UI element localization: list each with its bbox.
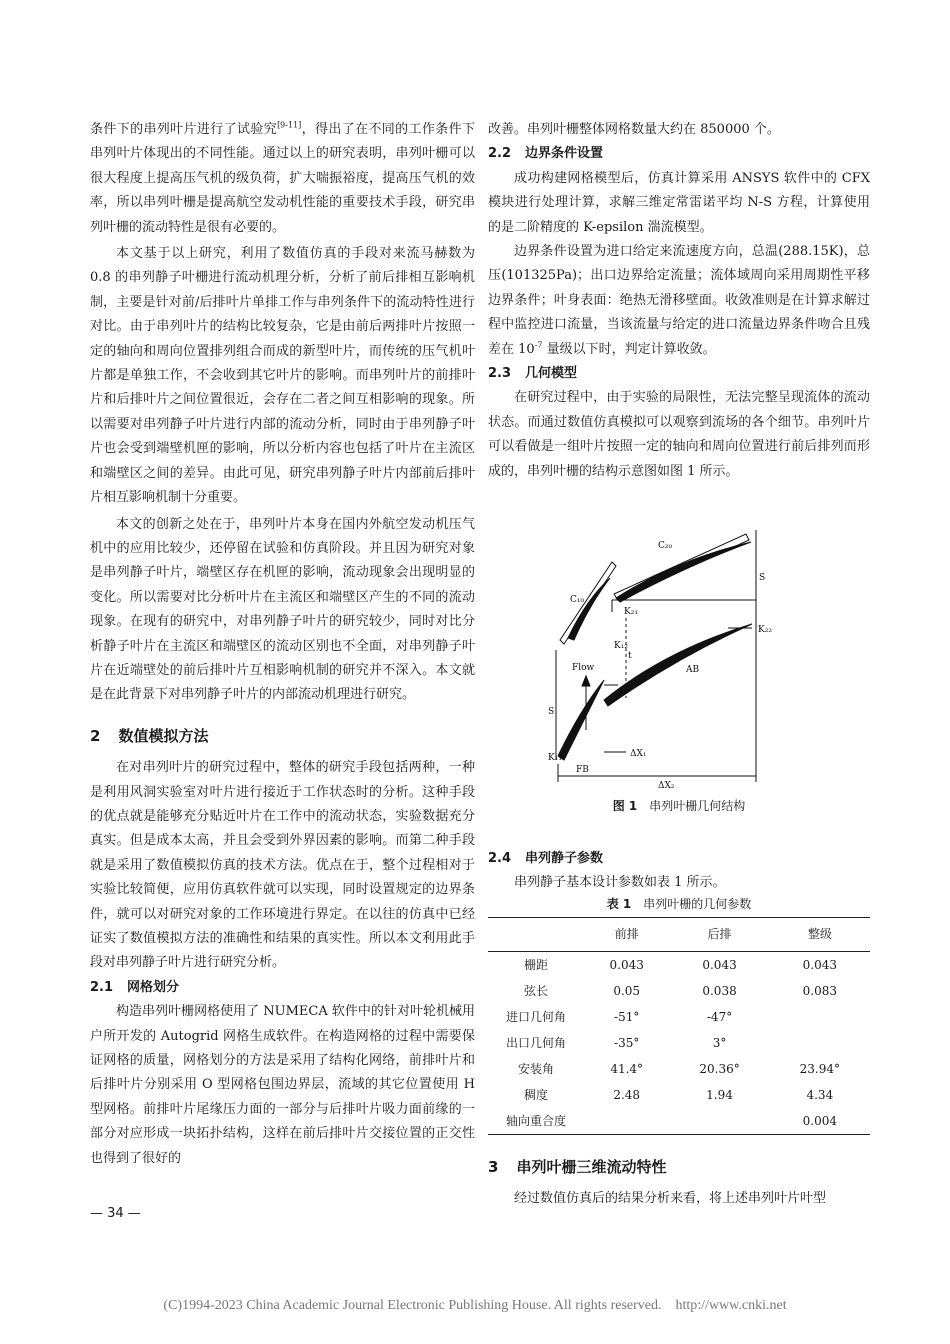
copyright-text: (C)1994-2023 China Academic Journal Electronic Publishing House. All rights reserved. — [163, 1298, 662, 1313]
front-blade-lower — [558, 680, 604, 760]
pitch-label-right: S — [759, 573, 766, 584]
table-caption: 表 1 串列叶栅的几何参数 — [606, 897, 752, 912]
section-heading: 2 数值模拟方法 — [90, 726, 209, 745]
table-row: 栅距 0.043 0.043 0.043 — [523, 957, 838, 972]
table-row: 弦长 0.05 0.038 0.083 — [523, 983, 838, 998]
k21-label: K₂₁ — [624, 607, 638, 618]
footer-link[interactable]: http://www.cnki.net — [675, 1298, 787, 1313]
paragraph: 改善。串列叶栅整体网格数量大约在 850000 个。 — [488, 122, 780, 137]
paragraph: 条件下的串列叶片进行了试验究[9-11]，得出了在不同的工作条件下串列叶片体现出的不同性能。通过以上的研究表明，串列叶栅可以很大程度上提高压气机的级负荷，扩大喘振裕度，提高压气机的效率，所以串列叶栅是提高航空发动机性能的重要技术手段，研究串列叶栅的流动特性是很有必要的。 — [90, 120, 475, 235]
table-header-row — [488, 918, 870, 951]
k22-label: K₂₂ — [758, 625, 772, 636]
ab-label: AB — [686, 665, 700, 676]
citation-ref[interactable]: [9-11] — [277, 120, 302, 130]
paragraph: 边界条件设置为进口给定来流速度方向，总温(288.15K)，总压(101325Pa)；出口边界给定流量；流体域周向采用周期性平移边界条件；叶身表面：绝热无滑移壁面。收敛准则是在计算求解过程中监控进口流量，当该流量与给定的进口流量边界条件吻合且残差在 $10^{-7}$ 量级以下时，判定计算收敛。 — [488, 244, 870, 357]
subsection-heading: 2.2 边界条件设置 — [488, 146, 604, 162]
c2-label: C₂₀ — [658, 541, 673, 552]
parameter-table — [488, 917, 870, 1134]
fb-label: FB — [576, 765, 589, 776]
k11-label: K₁₁ — [548, 753, 562, 764]
dx2-label: ΔX₂ — [658, 781, 675, 791]
paragraph: 在研究过程中，由于实验的局限性，无法完整呈现流体的流动状态。而通过数值仿真模拟可以观察到流场的各个细节。串列叶片可以看做是一组叶片按照一定的轴向和周向位置进行前后排列而形成的，串列叶栅的结构示意图如图 1 所示。 — [488, 390, 870, 479]
flow-label: Flow — [572, 663, 595, 674]
paragraph: 经过数值仿真后的结果分析来看，将上述串列叶片叶型 — [514, 1191, 827, 1207]
right-column — [488, 118, 870, 1212]
page-number: — 34 — — [90, 1206, 141, 1221]
paragraph: 构造串列叶栅网格使用了 NUMECA 软件中的针对叶轮机械用户所开发的 Autogrid 网格生成软件。在构造网格的过程中需要保证网格的质量，网格划分的方法是采用了结构化网络，前排叶片和后排叶片分别采用 O 型网格包围边界层，流域的其它位置使用 H 型网格。前排叶片尾缘压力面的一部分与后排叶片吸力面前缘的一部分对应形成一块拓扑结构，这样在前后排叶片交接位置的正交性也得到了很好的 — [90, 1004, 475, 1166]
c1-label: C₁₀ — [570, 595, 585, 606]
subsection-heading: 2.1 网格划分 — [90, 979, 180, 995]
cascade-diagram — [546, 520, 816, 790]
table-row: 稠度 2.48 1.94 4.34 — [523, 1087, 834, 1102]
paragraph: 成功构建网格模型后，仿真计算采用 ANSYS 软件中的 CFX 模块进行处理计算，求解三维定常雷诺平均 N-S 方程，计算使用的是二阶精度的 K-epsilon 湍流模型。 — [488, 170, 870, 235]
table-row: 进口几何角 -51° -47° — [505, 1009, 733, 1024]
section-heading: 3 串列叶栅三维流动特性 — [488, 1157, 667, 1176]
left-column — [90, 118, 475, 1171]
paragraph: 在对串列叶片的研究过程中，整体的研究手段包括两种，一种是利用风洞实验室对叶片进行接近于工作状态时的分析。这种手段的优点就是能够充分贴近叶片在工作中的流动状态，实验数据充分真实。但是成本太高，并且会受到外界因素的影响。而第二种手段就是采用了数值模拟仿真的技术方法。优点在于，整个过程相对于实验比较简便，应用仿真软件就可以实现，同时设置规定的边界条件，就可以对研究对象的工作环境进行界定。在以往的仿真中已经证实了数值模拟方法的准确性和结果的真实性。所以本文利用此手段对串列静子叶片进行研究分析。 — [90, 760, 475, 971]
table-row: 轴向重合度 0.004 — [488, 1108, 870, 1135]
k12-label: K₁₂ — [614, 641, 628, 652]
table-header-cell — [488, 918, 584, 951]
gap-label: t — [628, 651, 632, 662]
pitch-label-left: S — [548, 707, 555, 718]
table-header-cell: 前排 — [584, 918, 669, 951]
subsection-heading: 2.3 几何模型 — [488, 366, 578, 382]
dx1-label: ΔX₁ — [630, 749, 647, 760]
paragraph: 本文的创新之处在于，串列叶片本身在国内外航空发动机压气机中的应用比较少，还停留在试验和仿真阶段。并且因为研究对象是串列静子叶片，端壁区存在机匣的影响，流动现象会出现明显的变化。所以需要对比分析叶片在主流区和端壁区产生的不同的流动现象。在现有的研究中，对串列静子叶片的研究较少，同时对比分析静子叶片在主流区和端壁区的流动区别也不全面，对串列静子叶片在近端壁处的前后排叶片互相影响机制的研究并不深入。本文就是在此背景下对串列静子叶片的内部流动机理进行研究。 — [90, 516, 475, 703]
paragraph: 本文基于以上研究，利用了数值仿真的手段对来流马赫数为 0.8 的串列静子叶栅进行流动机理分析，分析了前后排相互影响机制，主要是针对前/后排叶片单排工作与串列条件下的流动特性进行对比。由于串列叶片的结构比较复杂，它是由前后两排叶片按照一定的轴向和周向位置排列组合而成的新型叶片，而传统的压气机叶片都是单独工作，不会收到其它叶片的影响。而串列叶片的前排叶片和后排叶片之间位置很近，会存在二者之间互相影响的现象。所以需要对串列静子叶片进行内部的流动分析，同时由于串列静子叶片也会受到端壁机匣的影响，所以分析内容也包括了叶片在主流区和端壁区之间的差异。由此可见，研究串列静子叶片内部前后排叶片相互影响机制十分重要。 — [90, 246, 475, 506]
paragraph: 串列静子基本设计参数如表 1 所示。 — [514, 874, 726, 890]
cascade-geometry-figure — [488, 520, 870, 790]
rear-blade-upper — [616, 542, 751, 602]
table-row: 安装角 41.4° 20.36° 23.94° — [517, 1061, 841, 1076]
table-header-cell: 后排 — [669, 918, 769, 951]
footer — [0, 1298, 950, 1314]
table-row: 出口几何角 -35° 3° — [505, 1035, 727, 1050]
subsection-heading: 2.4 串列静子参数 — [488, 850, 604, 866]
figure-caption: 图 1 串列叶栅几何结构 — [612, 799, 746, 814]
front-blade-upper — [568, 578, 610, 640]
table-header-cell: 整级 — [770, 918, 870, 951]
